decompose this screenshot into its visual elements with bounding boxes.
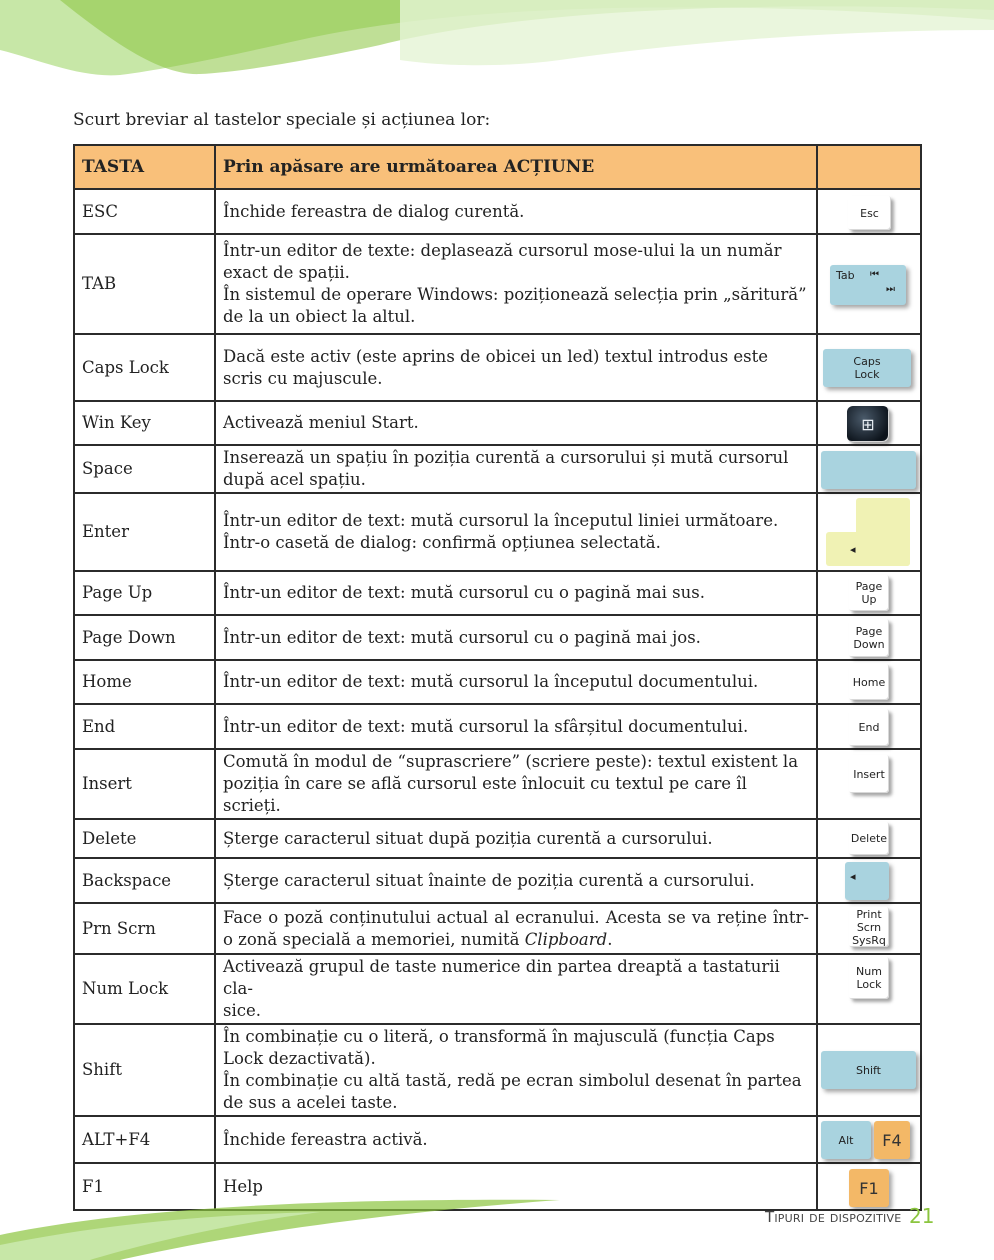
key-picture: [874, 1121, 910, 1159]
key-label: F1: [859, 1178, 879, 1198]
key-name-cell: Caps Lock: [74, 334, 215, 401]
key-image-cell: [817, 704, 921, 749]
key-image-cell: [817, 1116, 921, 1163]
key-name-cell: Backspace: [74, 858, 215, 903]
key-name-cell: Home: [74, 660, 215, 704]
key-action-cell: [215, 660, 817, 704]
key-image-cell: [817, 189, 921, 234]
key-image-cell: [817, 660, 921, 704]
table-row: [74, 334, 921, 401]
key-name-cell: ALT+F4: [74, 1116, 215, 1163]
key-action-cell: [215, 819, 817, 858]
action-text: Șterge caracterul situat după poziția curentă a cursorului.: [223, 828, 713, 848]
key-action-cell: [215, 1116, 817, 1163]
action-text: Închide fereastra activă.: [223, 1129, 428, 1149]
key-name-cell: Delete: [74, 819, 215, 858]
header-action: Prin apăsare are următoarea ACȚIUNE: [215, 145, 817, 189]
key-action-cell: [215, 749, 817, 819]
key-name-cell: Prn Scrn: [74, 903, 215, 954]
action-text: Închide fereastra de dialog curentă.: [223, 201, 525, 221]
key-action-cell: [215, 401, 817, 445]
table-row: [74, 858, 921, 903]
table-row: [74, 493, 921, 571]
key-image-cell: [817, 1024, 921, 1116]
action-text: Într-un editor de text: mută cursorul cu o pagină mai sus.: [223, 583, 705, 602]
key-label: Alt: [838, 1133, 854, 1147]
action-text: Șterge caracterul situat înainte de poziția curentă a cursorului.: [223, 870, 755, 890]
action-text: Într-un editor de text: mută cursorul cu o pagină mai jos.: [223, 627, 701, 647]
key-image-cell: [817, 749, 921, 819]
intro-text: Scurt breviar al tastelor speciale și acțiunea lor:: [73, 110, 491, 130]
key-label: Down: [853, 638, 885, 651]
tab-forward-arrow-icon: ⏭: [886, 284, 895, 295]
key-name-cell: End: [74, 704, 215, 749]
key-action-cell: [215, 1024, 817, 1116]
key-name-cell: Page Down: [74, 615, 215, 660]
table-row: [74, 445, 921, 493]
action-text: Inserează un spațiu în poziția curentă a cursorului și mută cursorul după acel spațiu.: [223, 448, 789, 489]
key-picture: [849, 957, 889, 999]
footer-chapter-title: Tipuri de dispozitive: [765, 1208, 902, 1226]
key-label: Home: [852, 675, 886, 689]
table-row: [74, 401, 921, 445]
action-text: În combinație cu o literă, o transformă în majusculă (funcția Caps Lock dezactivată).: [223, 1027, 775, 1068]
key-label: Caps: [853, 355, 881, 368]
key-action-cell: [215, 445, 817, 493]
key-image-cell: [817, 445, 921, 493]
key-action-cell: [215, 903, 817, 954]
key-action-cell: [215, 571, 817, 615]
action-text: În combinație cu altă tastă, redă pe ecran simbolul desenat în partea de sus a acelei taste.: [223, 1071, 802, 1112]
key-picture: [849, 664, 889, 700]
action-text: Într-un editor de texte: deplasează cursorul mose-ului la un număr exact de spații.: [223, 241, 782, 282]
key-image-cell: [817, 401, 921, 445]
key-label: Lock: [854, 368, 880, 381]
tab-back-arrow-icon: ⏮: [870, 269, 879, 280]
key-label: Up: [861, 593, 877, 606]
action-text-tail: .: [607, 929, 613, 949]
key-picture: [821, 451, 916, 489]
page-number: 21: [909, 1204, 935, 1228]
key-picture: [845, 862, 889, 900]
key-label: F4: [882, 1130, 902, 1150]
key-image-cell: [817, 615, 921, 660]
key-name-cell: Space: [74, 445, 215, 493]
key-name-cell: Page Up: [74, 571, 215, 615]
key-label: Scrn: [856, 920, 882, 934]
table-row: [74, 234, 921, 334]
key-name-cell: ESC: [74, 189, 215, 234]
enter-key-picture-lower: [826, 532, 910, 566]
arrow-left-icon: ◂: [850, 542, 856, 556]
action-text: În sistemul de operare Windows: poziționează selecția prin „săritură” de la un obiect la altul.: [223, 285, 807, 326]
action-text: Activează meniul Start.: [223, 413, 419, 432]
key-picture: [849, 619, 889, 657]
key-picture: [848, 196, 891, 230]
table-row: [74, 903, 921, 954]
key-name-cell: Enter: [74, 493, 215, 571]
top-decorative-band: [0, 0, 994, 80]
key-label: Page: [855, 580, 883, 593]
key-action-cell: [215, 954, 817, 1024]
table-row: [74, 571, 921, 615]
action-text: Într-un editor de text: mută cursorul la începutul liniei următoare.: [223, 511, 779, 530]
action-text: Dacă este activ (este aprins de obicei un led) textul introdus este scris cu majuscule.: [223, 346, 769, 388]
key-label: Insert: [853, 767, 885, 781]
key-action-cell: [215, 858, 817, 903]
action-text: sice.: [223, 1001, 261, 1020]
key-label: Num: [856, 965, 882, 978]
key-image-cell: [817, 493, 921, 571]
table-header-row: [74, 145, 921, 189]
key-image-cell: [817, 571, 921, 615]
special-keys-table: [73, 144, 922, 1211]
key-image-cell: [817, 334, 921, 401]
key-name-cell: Win Key: [74, 401, 215, 445]
key-name-cell: Num Lock: [74, 954, 215, 1024]
key-name-cell: Insert: [74, 749, 215, 819]
key-label: Lock: [856, 978, 882, 991]
key-label: Delete: [850, 832, 888, 845]
table-row: [74, 749, 921, 819]
table-row: [74, 819, 921, 858]
key-label: Tab: [836, 269, 855, 282]
key-name-cell: F1: [74, 1163, 215, 1210]
arrow-left-icon: ◂: [850, 870, 856, 883]
key-picture: [821, 1121, 871, 1159]
key-label: Esc: [860, 206, 879, 220]
action-emphasis: Clipboard: [524, 929, 608, 949]
key-image-cell: [817, 954, 921, 1024]
action-text: Într-un editor de text: mută cursorul la sfârșitul documentului.: [223, 716, 749, 736]
key-picture: [830, 265, 906, 305]
key-picture: [847, 406, 889, 442]
key-action-cell: [215, 493, 817, 571]
key-action-cell: [215, 189, 817, 234]
key-label: End: [858, 721, 880, 734]
table-row: [74, 189, 921, 234]
table-row: [74, 615, 921, 660]
key-label: Page: [855, 625, 883, 638]
key-action-cell: [215, 334, 817, 401]
key-action-cell: [215, 615, 817, 660]
windows-logo-icon: ⊞: [861, 414, 875, 434]
key-image-cell: [817, 903, 921, 954]
key-image-cell: [817, 858, 921, 903]
table-row: [74, 704, 921, 749]
action-text: Comută în modul de “suprascriere” (scriere peste): textul existent la poziția în care se află cursorul este înlocuit cu textul pe care îl scrieți.: [223, 752, 799, 815]
key-action-cell: [215, 234, 817, 334]
key-picture: [849, 755, 889, 793]
table-row: [74, 1116, 921, 1163]
table-row: [74, 660, 921, 704]
key-picture: [823, 349, 911, 387]
header-image: [817, 145, 921, 189]
key-picture: [849, 822, 889, 855]
key-picture: [849, 709, 889, 746]
action-text: Activează grupul de taste numerice din partea dreaptă a tastaturii cla-: [223, 957, 780, 998]
table-row: [74, 954, 921, 1024]
key-picture: [849, 907, 889, 947]
key-label: Print: [856, 907, 882, 921]
action-text: Într-un editor de text: mută cursorul la începutul documentului.: [223, 672, 759, 691]
action-text: Într-o casetă de dialog: confirmă opțiunea selectată.: [223, 533, 661, 552]
key-name-cell: Shift: [74, 1024, 215, 1116]
key-picture: [849, 575, 889, 611]
header-key: TASTA: [74, 145, 215, 189]
action-text: Help: [223, 1176, 263, 1196]
key-label: SysRq: [852, 933, 886, 947]
key-name-cell: TAB: [74, 234, 215, 334]
table-row: [74, 1024, 921, 1116]
key-action-cell: [215, 704, 817, 749]
key-image-cell: [817, 819, 921, 858]
key-picture: [821, 1051, 916, 1089]
key-label: Shift: [855, 1063, 881, 1077]
action-text: Face o poză conținutului actual al ecranului. Acesta se va reține într-o zonă specială a memoriei, numită: [223, 907, 809, 949]
key-image-cell: [817, 234, 921, 334]
